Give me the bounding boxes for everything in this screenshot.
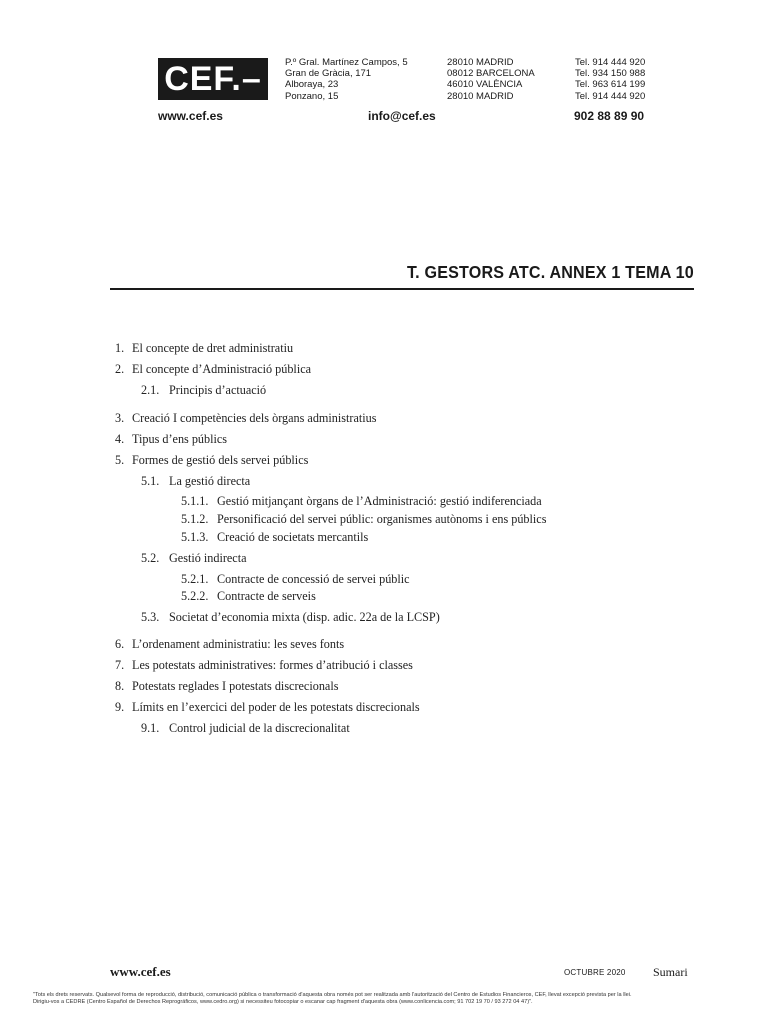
toc-item[interactable]: [0, 700, 420, 715]
toc-item-number: 5.1.1.: [181, 494, 209, 508]
toc-item-label: El concepte de dret administratiu: [132, 341, 294, 355]
toc-item-number: 5.: [115, 453, 125, 467]
toc-item[interactable]: [0, 383, 266, 398]
disclaimer-line: "Tots els drets reservats. Qualsevol forma de reproducció, distribució, comunicació pública o transformació d'aquesta obra només pot ser realitzada amb l'autorització del Centro de Estudios Financieros, CEF, llevat excepció prevista per la llei.: [33, 992, 632, 998]
toc-item-label: Societat d’economia mixta (disp. adic. 22a de la LCSP): [169, 610, 440, 624]
address-city: 08012 BARCELONA: [447, 68, 535, 80]
address-street: P.º Gral. Martínez Campos, 5: [285, 57, 408, 68]
toc-item-label: Límits en l’exercici del poder de les potestats discrecionals: [132, 700, 420, 714]
toc-item-number: 2.1.: [141, 383, 160, 397]
toc-item[interactable]: [0, 453, 308, 468]
toc-item[interactable]: [0, 551, 247, 566]
header-email-link[interactable]: info@cef.es: [368, 109, 436, 123]
toc-item[interactable]: [0, 341, 293, 356]
toc-item-number: 9.1.: [141, 721, 160, 735]
toc-item[interactable]: [0, 362, 311, 377]
toc-item-label: La gestió directa: [169, 474, 251, 488]
toc-item-number: 5.2.1.: [181, 572, 209, 586]
toc-item-label: Gestió indirecta: [169, 551, 247, 565]
toc-item[interactable]: [0, 474, 250, 489]
toc-item-number: 4.: [115, 432, 125, 446]
footer-date: OCTUBRE 2020: [564, 968, 626, 977]
toc-item-label: Principis d’actuació: [169, 383, 267, 397]
toc-item[interactable]: [0, 679, 338, 694]
toc-item-number: 5.1.3.: [181, 530, 209, 544]
toc-item-number: 9.: [115, 700, 125, 714]
toc-item-label: Control judicial de la discrecionalitat: [169, 721, 350, 735]
toc-item-number: 5.1.: [141, 474, 160, 488]
toc-item[interactable]: [0, 512, 546, 527]
copyright-disclaimer: [33, 992, 738, 1006]
address-street: Gran de Gràcia, 171: [285, 68, 372, 80]
toc-item[interactable]: [0, 637, 344, 652]
address-street: Ponzano, 15: [285, 90, 339, 102]
toc-item-number: 8.: [115, 679, 125, 693]
address-phone: Tel. 934 150 988: [575, 68, 646, 80]
address-phone: Tel. 914 444 920: [575, 90, 646, 102]
disclaimer-line: Dirigiu-vos a CEDRE (Centro Español de Derechos Reprográficos, www.cedro.org) si necessiteu fotocopiar o escanar cap fragment d'aquesta obra (www.conlicencia.com; 91 702 19 70 / 93 272 04 47)".: [33, 999, 533, 1006]
toc-item[interactable]: [0, 589, 316, 604]
toc-item-label: Formes de gestió dels servei públics: [132, 453, 309, 467]
header-website-link[interactable]: www.cef.es: [158, 109, 223, 123]
toc-item-number: 7.: [115, 658, 125, 672]
toc-item-label: Personificació del servei públic: organismes autònoms i ens públics: [217, 512, 547, 526]
toc-item-label: Les potestats administratives: formes d’atribució i classes: [132, 658, 413, 672]
toc-item[interactable]: [0, 610, 440, 625]
document-title: T. GESTORS ATC. ANNEX 1 TEMA 10: [407, 262, 694, 282]
toc-item-label: Gestió mitjançant òrgans de l’Administració: gestió indiferenciada: [217, 494, 542, 508]
toc-item-label: Contracte de concessió de servei públic: [217, 572, 410, 586]
toc-item[interactable]: [0, 530, 368, 545]
toc-item-label: L’ordenament administratiu: les seves fonts: [132, 637, 345, 651]
address-cities: [447, 57, 535, 102]
address-city: 28010 MADRID: [447, 90, 514, 102]
toc-item-label: El concepte d’Administració pública: [132, 362, 312, 376]
address-phone: Tel. 963 614 199: [575, 79, 646, 91]
toc-item[interactable]: [0, 494, 542, 509]
title-divider: [110, 288, 694, 290]
toc-item-number: 6.: [115, 637, 125, 651]
toc-item-number: 3.: [115, 411, 125, 425]
toc-item-label: Tipus d’ens públics: [132, 432, 228, 446]
toc-item-label: Creació de societats mercantils: [217, 530, 369, 544]
toc-item-label: Potestats reglades I potestats discrecionals: [132, 679, 339, 693]
toc-item-number: 5.2.2.: [181, 589, 209, 603]
address-street: Alboraya, 23: [285, 79, 339, 91]
toc-item-number: 5.3.: [141, 610, 160, 624]
cef-logo: CEF.–: [158, 58, 268, 100]
toc-item[interactable]: [0, 432, 227, 447]
toc-item-number: 5.1.2.: [181, 512, 209, 526]
footer-website-link[interactable]: www.cef.es: [110, 964, 171, 979]
toc-item-number: 1.: [115, 341, 125, 355]
address-streets: [285, 57, 408, 102]
address-city: 28010 MADRID: [447, 57, 514, 68]
header-main-phone: 902 88 89 90: [574, 109, 645, 123]
toc-item-number: 2.: [115, 362, 125, 376]
address-phones: [575, 57, 645, 102]
toc-item-label: Creació I competències dels òrgans administratius: [132, 411, 377, 425]
toc-item-number: 5.2.: [141, 551, 160, 565]
toc-item[interactable]: [0, 721, 350, 736]
toc-item-label: Contracte de serveis: [217, 589, 316, 603]
toc-item[interactable]: [0, 658, 413, 673]
toc-item[interactable]: [0, 411, 376, 426]
toc-item[interactable]: [0, 572, 410, 587]
address-city: 46010 VALÈNCIA: [447, 79, 523, 91]
footer-section-name: Sumari: [653, 965, 688, 979]
address-phone: Tel. 914 444 920: [575, 57, 646, 68]
